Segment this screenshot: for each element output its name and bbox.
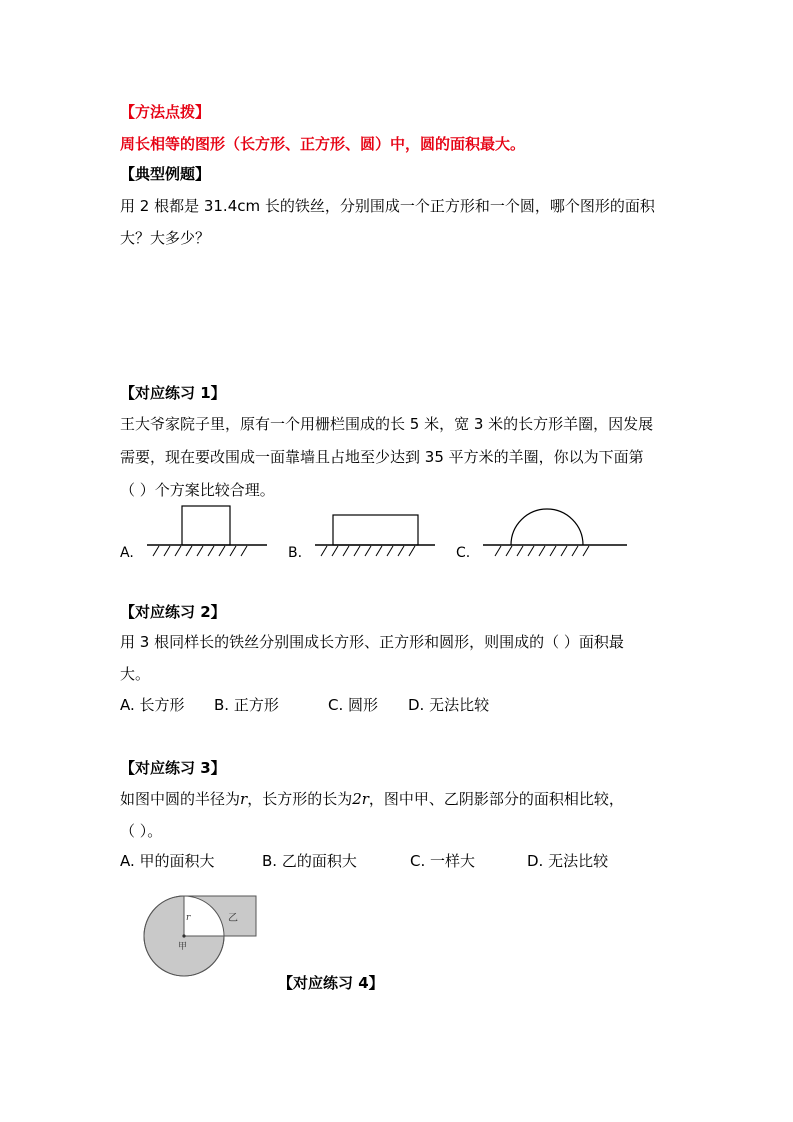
ex3-text-part-2: ，长方形的长为 bbox=[247, 790, 353, 808]
ex3-r-symbol: r bbox=[240, 790, 248, 808]
ex3-2r-symbol: 2r bbox=[352, 790, 369, 808]
example-line-2: 大？大多少？ bbox=[120, 229, 211, 247]
ex1-option-b-label: B. bbox=[288, 545, 303, 561]
ex3-line-1 bbox=[120, 789, 624, 809]
ex3-option-d: D. 无法比较 bbox=[527, 852, 609, 870]
ex1-option-a-label: A. bbox=[120, 545, 134, 561]
ex1-option-a-diagram bbox=[145, 500, 270, 560]
label-yi: 乙 bbox=[228, 913, 238, 924]
ex2-line-2: 大。 bbox=[120, 665, 151, 683]
ex1-option-c-label: C. bbox=[456, 545, 471, 561]
radius-label: r bbox=[186, 913, 191, 923]
ex3-line-2: （ ）。 bbox=[120, 822, 163, 840]
ex4-heading: 【对应练习 4】 bbox=[278, 974, 384, 992]
ex1-line-1: 王大爷家院子里，原有一个用栅栏围成的长 5 米，宽 3 米的长方形羊圈，因发展 bbox=[120, 415, 654, 433]
ex2-line-1: 用 3 根同样长的铁丝分别围成长方形、正方形和圆形，则围成的（ ）面积最 bbox=[120, 633, 624, 651]
ex1-line-2: 需要，现在要改围成一面靠墙且占地至少达到 35 平方米的羊圈，你以为下面第 bbox=[120, 448, 644, 466]
ex1-line-3: （ ）个方案比较合理。 bbox=[120, 481, 275, 499]
ex1-option-c-diagram bbox=[481, 500, 631, 560]
ex3-option-a: A. 甲的面积大 bbox=[120, 852, 215, 870]
example-heading: 【典型例题】 bbox=[120, 165, 211, 183]
ex1-option-b-diagram bbox=[313, 500, 438, 560]
method-text: 周长相等的图形（长方形、正方形、圆）中，圆的面积最大。 bbox=[120, 135, 526, 153]
ex3-circle-rectangle-figure bbox=[140, 892, 265, 987]
circle-center-dot bbox=[182, 934, 185, 937]
ex3-text-part-1: 如图中圆的半径为 bbox=[120, 790, 241, 808]
ex2-heading: 【对应练习 2】 bbox=[120, 603, 226, 621]
ex3-option-b: B. 乙的面积大 bbox=[262, 852, 357, 870]
ex3-heading: 【对应练习 3】 bbox=[120, 759, 226, 777]
example-line-1: 用 2 根都是 31.4cm 长的铁丝，分别围成一个正方形和一个圆，哪个图形的面积 bbox=[120, 197, 655, 215]
label-jia: 甲 bbox=[178, 942, 188, 952]
ex3-text-part-3: ，图中甲、乙阴影部分的面积相比较， bbox=[368, 790, 624, 808]
method-heading: 【方法点拨】 bbox=[120, 103, 211, 121]
ex2-option-d: D. 无法比较 bbox=[408, 696, 490, 714]
ex2-option-b: B. 正方形 bbox=[214, 696, 279, 714]
ex1-heading: 【对应练习 1】 bbox=[120, 384, 226, 402]
ex2-option-a: A. 长方形 bbox=[120, 696, 185, 714]
ex2-option-c: C. 圆形 bbox=[328, 696, 379, 714]
ex3-option-c: C. 一样大 bbox=[410, 852, 476, 870]
